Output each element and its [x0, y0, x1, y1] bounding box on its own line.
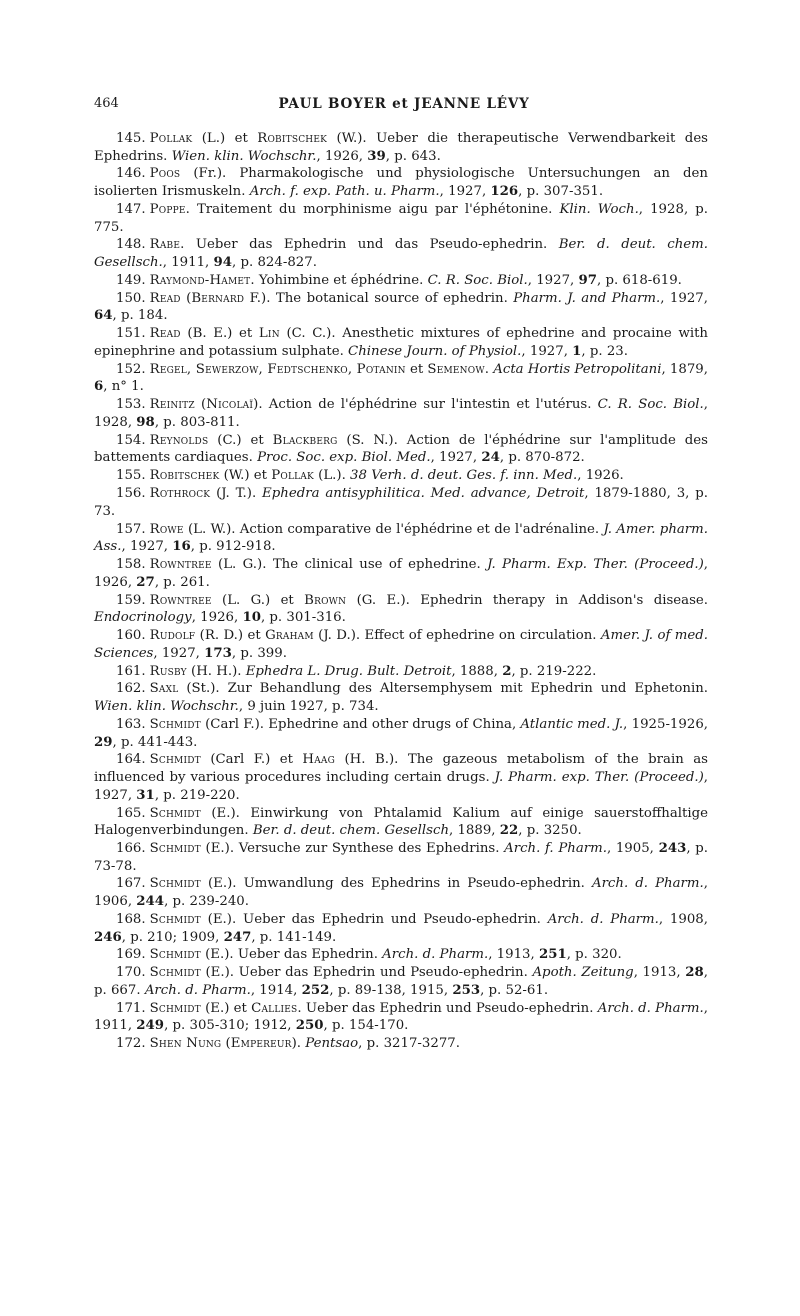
citation-text: , 1927,: [153, 645, 205, 661]
author-name: Shen Nung: [149, 1036, 222, 1052]
reference-number: 155.: [116, 468, 146, 484]
citation-text: , p. 301-316.: [260, 610, 346, 626]
reference-number: 149.: [116, 272, 146, 288]
citation-text: , p. 912-918.: [190, 539, 276, 555]
author-name: Schmidt: [149, 947, 201, 963]
citation-text: (C.) et: [208, 432, 273, 448]
citation-text: , p. 261.: [154, 574, 210, 590]
citation-text: , p. 305-310; 1912,: [164, 1018, 296, 1034]
reference-entry: [94, 680, 708, 715]
article-title: The gazeous metabolism of the brain as influenced by various procedures including certain drugs.: [94, 752, 708, 786]
citation-text: , p. 219-220.: [154, 787, 240, 803]
journal-name: Apoth. Zeitung: [532, 965, 634, 981]
article-title: Ephedrin therapy in Addison's disease.: [420, 592, 708, 608]
citation-text: , p. 399.: [231, 645, 287, 661]
citation-text: (L. G.).: [211, 557, 273, 573]
reference-entry: [94, 1035, 708, 1053]
citation-text: (L.) et: [192, 131, 258, 146]
reference-entry: [94, 396, 708, 431]
author-name: Reynolds: [149, 432, 209, 448]
journal-name: Ephedra L. Drug. Bult. Detroit: [245, 663, 452, 679]
citation-text: , 1928,: [94, 397, 708, 430]
volume-number: 1: [572, 343, 582, 359]
reference-entry: [94, 130, 708, 165]
reference-number: 153.: [116, 397, 146, 413]
article-title: Pharmakologische und physiologische Untersuchungen an den isolierten Irismuskeln.: [94, 166, 708, 200]
citation-text: , p. 73-78.: [94, 840, 708, 874]
journal-name: J. Pharm. Exp. Ther. (Proceed.): [487, 557, 704, 573]
author-name: Pollak: [149, 131, 193, 146]
citation-text: (Carl F.).: [200, 716, 269, 732]
reference-number: 161.: [116, 663, 146, 679]
volume-number: 28: [685, 965, 704, 981]
citation-text: (L. G.) et: [211, 592, 305, 608]
reference-entry: [94, 751, 708, 804]
reference-number: 159.: [116, 592, 146, 608]
reference-number: 172.: [116, 1036, 146, 1052]
journal-name: Endocrinology: [94, 610, 192, 626]
citation-text: , p. 52-61.: [480, 982, 549, 998]
citation-text: (R. D.) et: [195, 628, 266, 644]
citation-text: , 1926,: [316, 148, 368, 164]
journal-name: Amer. J. of med. Sciences: [94, 628, 708, 661]
citation-text: , 1888,: [451, 663, 503, 679]
volume-number: 27: [136, 574, 155, 590]
citation-text: (S. N.).: [337, 432, 407, 448]
citation-text: , p. 3217-3277.: [358, 1036, 460, 1052]
citation-text: , p. 441-443.: [112, 734, 198, 750]
author-name: Reinitz: [149, 397, 195, 413]
citation-text: (E.).: [200, 965, 239, 981]
author-name: Haag: [302, 752, 336, 768]
reference-number: 165.: [116, 805, 146, 821]
reference-entry: [94, 272, 708, 290]
reference-number: 164.: [116, 752, 146, 768]
journal-name: Wien. klin. Wochschr.: [94, 699, 239, 715]
journal-name: Arch. f. Pharm.: [504, 840, 607, 856]
reference-entry: [94, 592, 708, 627]
citation-text: (Fr.).: [180, 166, 240, 182]
journal-name: C. R. Soc. Biol.: [427, 272, 528, 288]
citation-text: , p. 307-351.: [518, 184, 604, 200]
journal-name: Atlantic med. J.: [520, 716, 624, 732]
citation-text: , p. 803-811.: [154, 414, 240, 430]
citation-text: , 1926,: [94, 557, 709, 590]
article-title: Effect of ephedrine on circulation.: [364, 628, 601, 644]
reference-number: 148.: [116, 237, 146, 253]
journal-name: Arch. d. Pharm.: [382, 947, 489, 963]
author-name: Rowntree: [149, 557, 212, 573]
citation-text: , p. 239-240.: [164, 894, 249, 910]
reference-number: 168.: [116, 911, 146, 927]
volume-number: 94: [213, 255, 233, 271]
reference-entry: [94, 485, 708, 520]
citation-text: (E.).: [200, 876, 244, 892]
journal-name: Pharm. J. and Pharm.: [513, 290, 661, 306]
volume-number: 6: [94, 379, 104, 395]
volume-number: 24: [481, 450, 500, 466]
citation-text: , p. 870-872.: [499, 450, 585, 466]
reference-number: 170.: [116, 965, 146, 981]
reference-number: 145.: [116, 131, 146, 146]
citation-text: , 1927,: [94, 770, 708, 803]
article-title: Versuche zur Synthese des Ephedrins.: [238, 840, 505, 856]
reference-entry: [94, 964, 708, 999]
reference-number: 156.: [116, 486, 146, 502]
reference-number: 162.: [116, 681, 146, 697]
journal-name: Arch. d. Pharm.: [591, 876, 704, 892]
journal-name: C. R. Soc. Biol.: [597, 397, 704, 413]
volume-number: 250: [295, 1018, 324, 1034]
reference-entry: [94, 521, 708, 556]
citation-text: , p. 320.: [566, 947, 622, 963]
citation-text: (J. D.).: [313, 628, 365, 644]
citation-text: (W.).: [327, 131, 377, 146]
article-title: Ueber das Ephedrin und Pseudo-ephedrin.: [238, 965, 533, 981]
citation-text: (B. E.) et: [180, 326, 259, 342]
volume-number: 252: [301, 982, 330, 998]
citation-text: , 1925-1926,: [623, 716, 709, 732]
journal-name: Arch. d. Pharm.: [597, 1000, 704, 1016]
citation-text: , 1913,: [633, 965, 686, 981]
author-name: Rusby: [149, 663, 187, 679]
reference-entry: [94, 290, 708, 325]
reference-entry: [94, 361, 708, 396]
citation-text: .: [297, 1000, 306, 1016]
reference-number: 146.: [116, 166, 146, 182]
reference-entry: [94, 627, 708, 662]
citation-text: (Carl F.) et: [200, 752, 303, 768]
author-name: Robitschek: [257, 131, 328, 146]
article-title: The botanical source of ephedrin.: [275, 290, 514, 306]
reference-entry: [94, 1000, 708, 1035]
volume-number: 31: [136, 787, 155, 803]
author-name: Regel, Sewerzow, Fedtschenko, Potanin: [149, 361, 406, 377]
volume-number: 16: [172, 539, 191, 555]
journal-name: Ber. d. deut. chem. Gesellsch.: [94, 237, 708, 271]
citation-text: , p. 618-619.: [597, 272, 682, 288]
volume-number: 22: [499, 823, 519, 839]
citation-text: , 1926,: [191, 610, 243, 626]
volume-number: 243: [658, 840, 687, 856]
citation-text: (H. B.).: [335, 752, 408, 768]
reference-number: 152.: [116, 361, 146, 377]
reference-entry: [94, 165, 708, 200]
article-title: Einwirkung von Phtalamid Kalium auf einige sauerstoffhaltige Halogenverbindungen.: [94, 805, 708, 839]
citation-text: , 1911,: [94, 1000, 708, 1034]
citation-text: , p. 141-149.: [251, 929, 337, 945]
reference-number: 158.: [116, 557, 146, 573]
citation-text: , p. 23.: [581, 343, 628, 359]
reference-number: 150.: [116, 290, 146, 306]
citation-text: , 1927,: [660, 290, 708, 306]
author-name: Schmidt: [149, 752, 201, 768]
journal-name: J. Amer. pharm. Ass.: [94, 521, 708, 555]
citation-text: , p. 210; 1909,: [121, 929, 224, 945]
article-title: Ephedrine and other drugs of China,: [268, 716, 521, 732]
volume-number: 249: [136, 1018, 165, 1034]
citation-text: .: [250, 272, 259, 288]
article-title: Ueber die therapeutische Verwendbarkeit des Ephedrins.: [94, 131, 709, 164]
article-title: Action comparative de l'éphédrine et de l'adrénaline.: [239, 521, 604, 537]
citation-text: , 1926.: [577, 468, 624, 484]
author-name: Schmidt: [149, 805, 201, 821]
author-name: Raymond-Hamet: [149, 272, 251, 288]
citation-text: , 1913,: [488, 947, 539, 963]
reference-entry: [94, 911, 708, 946]
citation-text: , 1927,: [430, 450, 482, 466]
citation-text: , p. 3250.: [518, 823, 582, 839]
citation-text: (H. H.).: [186, 663, 246, 679]
article-title: Ueber das Ephedrin und das Pseudo-ephedrin.: [195, 237, 559, 253]
journal-name: Pentsao: [305, 1036, 359, 1052]
citation-text: , 1889,: [449, 823, 500, 839]
volume-number: 251: [538, 947, 567, 963]
citation-text: , 1927,: [521, 343, 573, 359]
volume-number: 98: [136, 414, 155, 430]
citation-text: (L.).: [313, 468, 351, 484]
citation-text: (L. W.).: [183, 521, 240, 537]
citation-text: (E.) et: [200, 1000, 252, 1016]
journal-name: Klin. Woch.: [559, 201, 639, 217]
citation-text: (E.).: [200, 805, 251, 821]
author-name: Schmidt: [149, 876, 201, 892]
citation-text: , 1914,: [250, 982, 302, 998]
author-name: Callies: [251, 1000, 298, 1016]
journal-name: Ephedra antisyphilitica. Med. advance, Detroit: [262, 486, 585, 502]
citation-text: (G. E.).: [346, 592, 421, 608]
author-name: Read: [149, 326, 181, 342]
reference-number: 167.: [116, 876, 146, 892]
journal-name: J. Pharm. exp. Ther. (Proceed.): [494, 770, 704, 786]
reference-list: [94, 130, 708, 1053]
citation-text: (E.).: [200, 911, 243, 927]
citation-text: (W.) et: [219, 468, 272, 484]
volume-number: 253: [452, 982, 481, 998]
author-name: Rowe: [149, 521, 184, 537]
citation-text: , 1928, p. 775.: [94, 201, 708, 235]
citation-text: et: [405, 361, 428, 377]
author-name: Lin: [258, 326, 280, 342]
reference-entry: [94, 556, 708, 591]
running-title: PAUL BOYER et JEANNE LÉVY: [278, 96, 530, 112]
reference-number: 157.: [116, 521, 146, 537]
citation-text: , 9 juin 1927, p. 734.: [238, 699, 379, 715]
citation-text: (: [180, 290, 192, 306]
citation-text: , p. 667.: [94, 965, 708, 998]
volume-number: 173: [204, 645, 232, 661]
journal-name: Proc. Soc. exp. Biol. Med.: [257, 450, 431, 466]
citation-text: , 1908,: [658, 911, 708, 927]
citation-text: ).: [291, 1036, 306, 1052]
article-title: Ueber das Ephedrin.: [237, 947, 383, 963]
journal-name: Acta Hortis Petropolitani: [493, 361, 662, 377]
citation-text: , 1927,: [439, 184, 491, 200]
citation-text: , p. 89-138, 1915,: [329, 982, 453, 998]
author-name: Graham: [265, 628, 314, 644]
citation-text: , 1879,: [661, 361, 708, 377]
citation-text: (E.).: [200, 947, 238, 963]
author-name: Poos: [149, 166, 181, 182]
article-title: Ueber das Ephedrin und Pseudo-ephedrin.: [305, 1000, 598, 1016]
reference-entry: [94, 716, 708, 751]
citation-text: .: [484, 361, 494, 377]
author-name: Semenow: [427, 361, 485, 377]
author-name: Rowntree: [149, 592, 212, 608]
citation-text: (J. T.).: [210, 486, 263, 502]
reference-number: 160.: [116, 628, 146, 644]
journal-name: Arch. d. Pharm.: [144, 982, 251, 998]
citation-text: (: [221, 1036, 231, 1052]
author-name: Schmidt: [149, 1000, 201, 1016]
volume-number: 10: [242, 610, 261, 626]
article-title: Yohimbine et éphédrine.: [258, 272, 428, 288]
reference-entry: [94, 325, 708, 360]
author-name: Poppe: [149, 201, 186, 217]
author-name: Empereur: [230, 1036, 292, 1052]
reference-entry: [94, 875, 708, 910]
citation-text: , 1906,: [94, 876, 708, 910]
journal-name: Wien. klin. Wochschr.: [171, 148, 317, 164]
citation-text: (E.).: [200, 840, 239, 856]
volume-number: 29: [94, 734, 113, 750]
reference-number: 166.: [116, 840, 146, 856]
author-name: Pollak: [271, 468, 314, 484]
citation-text: , p. 824-827.: [232, 255, 317, 271]
article-title: Action de l'éphédrine sur l'intestin et l'utérus.: [268, 397, 598, 413]
author-name: Nicolaï: [206, 397, 254, 413]
citation-text: , 1905,: [606, 840, 659, 856]
citation-text: .: [180, 237, 196, 253]
author-name: Rudolf: [149, 628, 196, 644]
author-name: Bernard: [191, 290, 245, 306]
volume-number: 246: [94, 929, 122, 945]
author-name: Blackberg: [272, 432, 338, 448]
citation-text: , 1927,: [121, 539, 173, 555]
citation-text: (C. C.).: [279, 326, 343, 342]
citation-text: , n° 1.: [103, 379, 144, 395]
volume-number: 97: [578, 272, 597, 288]
citation-text: , p. 184.: [112, 308, 168, 324]
reference-entry: [94, 201, 708, 236]
author-name: Robitschek: [149, 468, 220, 484]
author-name: Rothrock: [149, 486, 211, 502]
author-name: Saxl: [149, 681, 179, 697]
citation-text: , 1927,: [527, 272, 579, 288]
volume-number: 39: [367, 148, 386, 164]
article-title: Umwandlung des Ephedrins in Pseudo-ephedrin.: [243, 876, 592, 892]
article-title: Zur Behandlung des Altersemphysem mit Ephedrin und Ephetonin.: [227, 681, 708, 697]
reference-number: 169.: [116, 947, 146, 963]
author-name: Schmidt: [149, 840, 201, 856]
reference-entry: [94, 432, 708, 467]
volume-number: 126: [490, 184, 519, 200]
journal-name: 38 Verh. d. deut. Ges. f. inn. Med.: [350, 468, 578, 484]
reference-entry: [94, 840, 708, 875]
reference-number: 163.: [116, 716, 146, 732]
reference-number: 171.: [116, 1000, 146, 1016]
article-title: Anesthetic mixtures of ephedrine and procaine with epinephrine and potassium sulphate.: [94, 326, 708, 359]
volume-number: 2: [502, 663, 512, 679]
reference-entry: [94, 663, 708, 681]
author-name: Schmidt: [149, 911, 201, 927]
journal-name: Chinese Journ. of Physiol.: [348, 343, 522, 359]
page-header: [94, 96, 714, 116]
citation-text: , p. 643.: [385, 148, 441, 164]
reference-entry: [94, 805, 708, 840]
citation-text: F.).: [244, 290, 276, 306]
author-name: Rabe: [149, 237, 181, 253]
page-number: 464: [94, 96, 119, 111]
citation-text: , 1911,: [162, 255, 214, 271]
citation-text: (St.).: [178, 681, 228, 697]
citation-text: , p. 219-222.: [511, 663, 597, 679]
reference-entry: [94, 946, 708, 964]
volume-number: 247: [223, 929, 252, 945]
volume-number: 244: [136, 894, 165, 910]
article-title: The clinical use of ephedrine.: [272, 557, 488, 573]
article-title: Traitement du morphinisme aigu par l'éphétonine.: [196, 201, 560, 217]
volume-number: 64: [94, 308, 113, 324]
journal-name: Arch. f. exp. Path. u. Pharm.: [249, 184, 440, 200]
reference-entry: [94, 236, 708, 271]
reference-number: 151.: [116, 326, 146, 342]
citation-text: .: [185, 201, 197, 217]
reference-entry: [94, 467, 708, 485]
citation-text: , p. 154-170.: [323, 1018, 409, 1034]
article-title: Action de l'éphédrine sur l'amplitude des battements cardiaques.: [94, 432, 709, 466]
reference-number: 147.: [116, 201, 146, 217]
journal-name: Ber. d. deut. chem. Gesellsch: [252, 823, 450, 839]
article-title: Ueber das Ephedrin und Pseudo-ephedrin.: [243, 911, 548, 927]
author-name: Brown: [304, 592, 347, 608]
reference-number: 154.: [116, 432, 146, 448]
citation-text: , 1879-1880, 3, p. 73.: [94, 486, 708, 519]
author-name: Schmidt: [149, 716, 201, 732]
citation-text: ).: [253, 397, 269, 413]
journal-name: Arch. d. Pharm.: [547, 911, 659, 927]
citation-text: (: [194, 397, 207, 413]
author-name: Schmidt: [149, 965, 201, 981]
author-name: Read: [149, 290, 181, 306]
